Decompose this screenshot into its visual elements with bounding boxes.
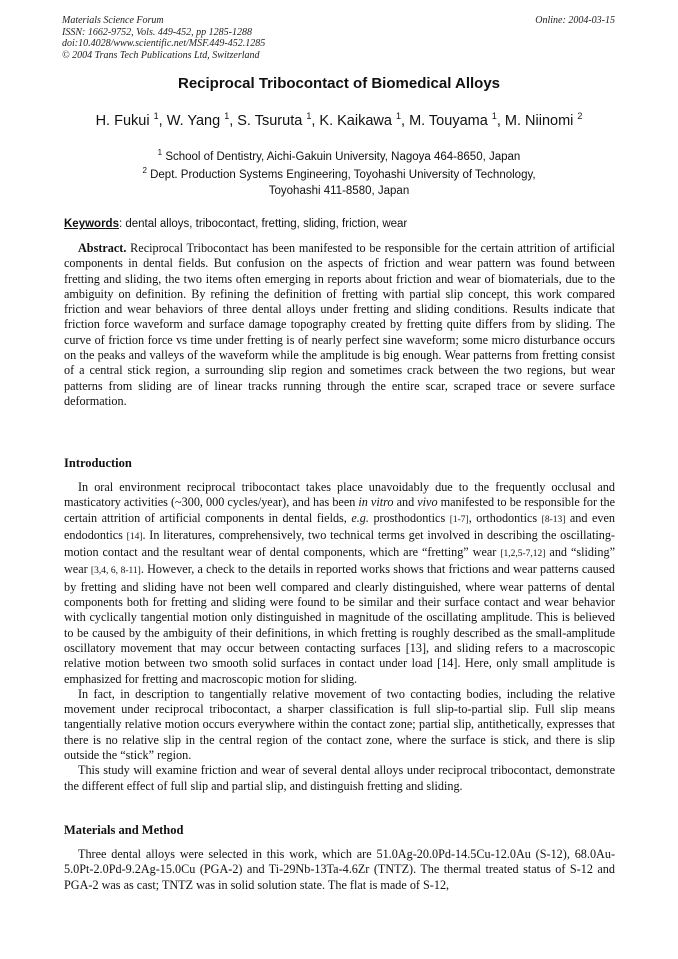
text-run: , orthodontics	[468, 510, 542, 525]
keywords-line: Keywords: dental alloys, tribocontact, fretting, sliding, friction, wear	[64, 218, 408, 230]
citation: [8-13]	[541, 514, 566, 525]
text-run: manifested to be responsible for the certain attrition of artificial components in dental fields,	[64, 495, 616, 525]
author-name: S. Tsuruta	[237, 113, 303, 129]
materials-heading: Materials and Method	[64, 823, 184, 837]
text-run: and even endodontics	[64, 510, 615, 542]
text-run: and	[393, 495, 418, 510]
author-affiliation-mark: 1	[306, 111, 312, 121]
author-affiliation-mark: 1	[224, 111, 230, 121]
text-run: . In literatures, comprehensively, two technical terms get involved in describing the oscillating-motion contact and the resultant wear of dental components, which are “fretting” wear	[64, 527, 615, 560]
copyright-line: © 2004 Trans Tech Publications Ltd, Switzerland	[62, 49, 260, 61]
author-name: M. Touyama	[409, 113, 488, 129]
text-run: . However, a check to the details in reported works shows that frictions and wear patterns caused by fretting and sliding have not been well compared and clearly distinguished, where wear patterns of dental components both for fretting and sliding were found to be similar and their surface contact and wear behavior with cyclically tangential motion only distinguished in magnitude of the oscillating amplitude. This is believed to be caused by the ambiguity of their definitions, in which fretting is roughly described as the small-amplitude oscillatory movement that may occur between contacting surfaces [13], and sliding refers to a macroscopic relative motion between two smooth solid surfaces in contact under load [14]. Here, only small amplitude is emphasized for fretting and macroscopic motion for sliding.	[64, 562, 616, 686]
abstract-section	[64, 241, 615, 409]
author-affiliation-mark: 1	[153, 111, 159, 121]
affiliation-text: Toyohashi 411-8580, Japan	[268, 185, 410, 197]
author-affiliation-mark: 1	[491, 111, 497, 121]
online-date: Online: 2004-03-15	[535, 15, 615, 26]
author-name: W. Yang	[166, 113, 221, 129]
issn-line: ISSN: 1662-9752, Vols. 449-452, pp 1285-1288	[62, 26, 252, 38]
intro-paragraph-3: This study will examine friction and wear of several dental alloys under reciprocal tribocontact, demonstrate the different effect of full slip and partial slip, and distinguish fretting and sliding.	[64, 763, 615, 793]
italic-run: vivo	[417, 495, 438, 510]
author-name: M. Niinomi	[504, 113, 574, 129]
text-run: prosthodontics	[368, 510, 450, 525]
citation: [14]	[126, 531, 143, 542]
text-run: and “sliding” wear	[64, 545, 615, 577]
affiliation-2-city	[0, 185, 678, 197]
keywords-text: dental alloys, tribocontact, fretting, sliding, friction, wear	[125, 218, 408, 230]
author-list: H. Fukui $^1$, W. Yang $^1$, S. Tsuruta $^1$, K. Kaikawa $^1$, M. Touyama $^1$, M. Niinomi $^2$	[95, 111, 583, 129]
doi-line: doi:10.4028/www.scientific.net/MSF.449-452.1285	[62, 38, 266, 49]
introduction-body	[64, 480, 615, 794]
keywords-label: Keywords	[64, 218, 119, 230]
intro-paragraph-2: In fact, in description to tangentially relative movement of two contacting bodies, including the relative movement under reciprocal tribocontact, a sharper classification is full slip-to-partial slip. Full slip means tangentially relative motion occurs everywhere within the contact zone; partial slip, antithetically, expresses that there is no relative slip in the central region of the contact zone, where the surface is stick, and there is slip outside the “stick” region.	[64, 686, 615, 763]
materials-paragraph-1: Three dental alloys were selected in this work, which are 51.0Ag-20.0Pd-14.5Cu-12.0Au (S-12), 68.0Au-5.0Pt-2.0Pd-9.2Ag-15.0Cu (PGA-2) and Ti-29Nb-13Ta-4.6Zr (TNTZ). The thermal treated status of S-12 and PGA-2 was as cast; TNTZ was in solid solution state. The flat is made of S-12,	[64, 847, 615, 892]
affiliation-text: School of Dentistry, Aichi-Gakuin University, Nagoya 464-8650, Japan	[165, 151, 521, 163]
affiliation-text: Dept. Production Systems Engineering, Toyohashi University of Technology,	[150, 169, 536, 181]
citation: [1-7]	[449, 514, 469, 525]
affiliation-mark: 2	[142, 166, 147, 175]
text-run: In oral environment reciprocal tribocontact takes place unavoidably due to the frequently occlusal and masticatory activities (~300, 000 cycles/year), and has been	[64, 480, 615, 510]
materials-body	[64, 847, 615, 893]
author-affiliation-mark: 1	[395, 111, 401, 121]
intro-paragraph-1	[64, 480, 615, 687]
affiliation-mark: 1	[157, 148, 163, 157]
journal-header	[62, 15, 615, 61]
italic-run: in vitro	[358, 495, 394, 510]
author-name: K. Kaikawa	[319, 113, 392, 129]
author-affiliation-mark: 2	[577, 111, 583, 121]
journal-name: Materials Science Forum	[62, 15, 164, 26]
affiliation-2	[0, 166, 678, 181]
author-name: H. Fukui	[95, 113, 150, 129]
abstract-label: Abstract.	[78, 241, 127, 255]
paper-title: Reciprocal Tribocontact of Biomedical Alloys	[177, 75, 501, 92]
abstract-paragraph	[64, 241, 615, 409]
introduction-heading: Introduction	[64, 456, 132, 470]
affiliation-1	[0, 148, 678, 163]
citation: [1,2,5-7,12]	[500, 549, 546, 560]
italic-run: e.g.	[351, 510, 369, 525]
abstract-text: Reciprocal Tribocontact has been manifested to be responsible for the certain attrition of artificial components in dental fields. But confusion on the aspects of friction and wear pattern was found between fretting and sliding, the two items often emerging in reports about friction and wear of biomaterials, due to the ambiguity on definition. By refining the definition of fretting with partial slip concept, this work compared friction and wear behaviors of three dental alloys under fretting and sliding conditions. Results indicate that friction force waveform and surface damage topography created by fretting quite differs from by sliding. The curve of friction force vs time under fretting is of nearly perfect sine waveform; some micro disturbance occurs on the peaks and valleys of the waveform while the amplitude is big enough. Wear patterns from fretting consist of a central stick region, a surrounding slip region and sometimes crack between the two regions, but wear patterns from sliding are of linear tracks running through the entire scar, scraped trace or severe surface deformation.	[64, 241, 615, 408]
citation: [3,4, 6, 8-11]	[90, 566, 141, 577]
